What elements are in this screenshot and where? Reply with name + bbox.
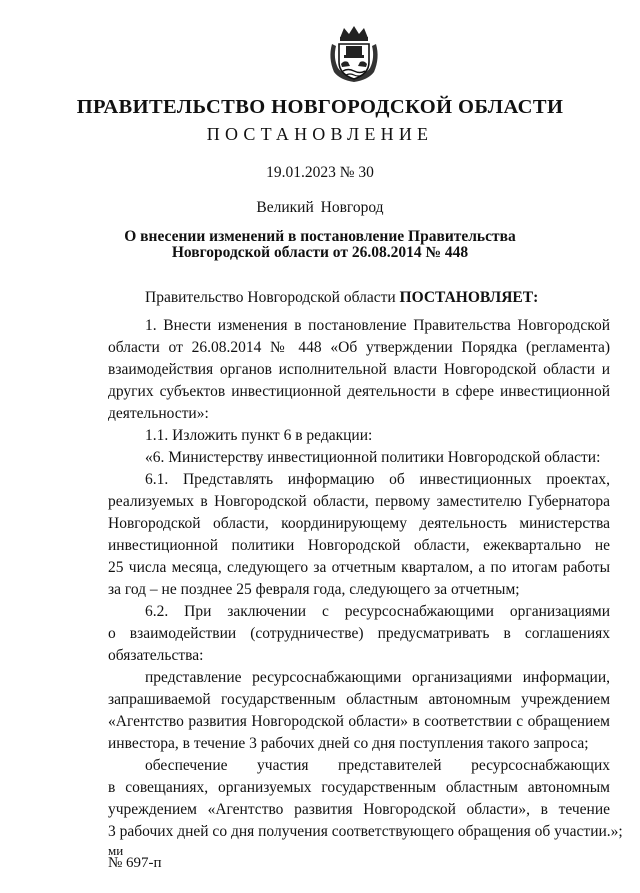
- body-line: других субъектов инвестиционной деятельности в сфере инвестиционной: [108, 383, 610, 400]
- document-title-line-2: Новгородской области от 26.08.2014 № 448: [171, 244, 469, 261]
- document-type: ПОСТАНОВЛЕНИЕ: [206, 124, 434, 144]
- body-line: инвестиционной политики Новгородской области, ежеквартально не: [108, 537, 610, 554]
- body-line: деятельности»:: [108, 405, 209, 422]
- body-line: «Агентство развития Новгородской области» в соответствии с обращением: [108, 713, 610, 730]
- document-title-line-1: О внесении изменений в постановление Правительства: [124, 228, 516, 245]
- body-line: 3 рабочих дней со дня получения соответствующего обращения об участии.»;: [108, 823, 623, 840]
- registration-number: № 697-п: [108, 855, 162, 871]
- body-line: реализуемых в Новгородской области, первому заместителю Губернатора: [108, 493, 610, 510]
- body-line: обязательства:: [108, 647, 204, 664]
- body-line: запрашиваемой государственным областным автономным учреждением: [108, 691, 610, 708]
- intro-keyword: ПОСТАНОВЛЯЕТ:: [399, 289, 539, 306]
- body-line: 1.1. Изложить пункт 6 в редакции:: [145, 427, 373, 444]
- body-line: в совещаниях, организуемых государственным областным автономным: [108, 779, 610, 796]
- body-line: 6.2. При заключении с ресурсоснабжающими организациями: [145, 603, 610, 620]
- organization-name: ПРАВИТЕЛЬСТВО НОВГОРОДСКОЙ ОБЛАСТИ: [76, 96, 564, 118]
- body-line: обеспечение участия представителей ресурсоснабжающих: [145, 757, 610, 774]
- executor-initials: ми: [108, 843, 124, 858]
- body-line: «6. Министерству инвестиционной политики Новгородской области:: [145, 449, 601, 466]
- body-line: взаимодействия органов исполнительной власти Новгородской области и: [108, 361, 610, 378]
- intro-text: Правительство Новгородской области: [145, 289, 400, 306]
- body-line: за год – не позднее 25 февраля года, следующего за отчетным;: [108, 581, 520, 598]
- coat-of-arms-icon: [326, 24, 382, 84]
- body-line: о взаимодействии (сотрудничестве) предусматривать в соглашениях: [108, 625, 610, 642]
- body-line: Новгородской области, координирующему деятельность министерства: [108, 515, 610, 532]
- body-line: 25 числа месяца, следующего за отчетным кварталом, а по итогам работы: [108, 559, 610, 576]
- body-line: области от 26.08.2014 № 448 «Об утверждении Порядка (регламента): [108, 339, 610, 356]
- resolution-intro: [145, 289, 538, 307]
- body-line: 1. Внести изменения в постановление Правительства Новгородской: [145, 317, 610, 334]
- date-number: 19.01.2023 № 30: [266, 164, 374, 181]
- body-line: представление ресурсоснабжающими организациями информации,: [145, 669, 610, 686]
- body-line: 6.1. Представлять информацию об инвестиционных проектах,: [145, 471, 610, 488]
- body-line: учреждением «Агентство развития Новгородской области», в течение: [108, 801, 610, 818]
- body-line: инвестора, в течение 3 рабочих дней со дня поступления такого запроса;: [108, 735, 589, 752]
- city: Великий Новгород: [256, 199, 384, 216]
